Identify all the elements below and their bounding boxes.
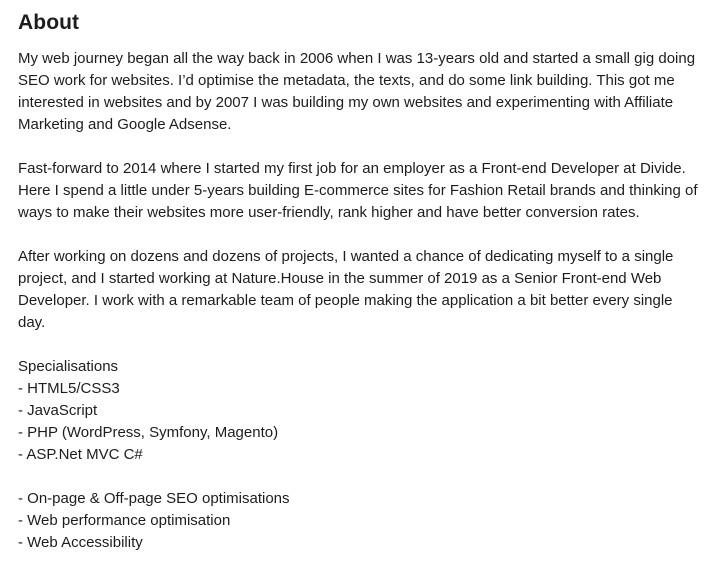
about-paragraph-2: Fast-forward to 2014 where I started my first job for an employer as a Front-end Developer at Divide. Here I spend a little under 5-years building E-commerce sites for Fashion Retail brands and thinking of ways to make their websites more user-friendly, rank higher and have better conversion rates.: [18, 160, 698, 221]
specialisation-item-seo-optimisations: - On-page & Off-page SEO optimisations: [18, 490, 290, 507]
page-title: About: [18, 11, 80, 34]
specialisation-item-web-performance: - Web performance optimisation: [18, 512, 231, 529]
specialisations-block: [18, 356, 698, 554]
specialisation-item-web-accessibility: - Web Accessibility: [18, 534, 143, 551]
specialisation-item-javascript: - JavaScript: [18, 402, 98, 419]
specialisation-item-php: - PHP (WordPress, Symfony, Magento): [18, 424, 279, 441]
list-spacer: [18, 466, 698, 488]
about-paragraph-1: My web journey began all the way back in 2006 when I was 13-years old and started a small gig doing SEO work for websites. I’d optimise the metadata, the texts, and do some link building. This got me interested in websites and by 2007 I was building my own websites and experimenting with Affiliate Marketing and Google Adsense.: [18, 50, 696, 133]
specialisation-item-aspnet: - ASP.Net MVC C#: [18, 446, 143, 463]
about-paragraph-3: After working on dozens and dozens of projects, I wanted a chance of dedicating myself to a single project, and I started working at Nature.House in the summer of 2019 as a Senior Front-end Web Developer. I work with a remarkable team of people making the application a bit better every single day.: [18, 248, 674, 331]
specialisation-item-html5-css3: - HTML5/CSS3: [18, 380, 120, 397]
specialisations-heading: Specialisations: [18, 358, 119, 375]
